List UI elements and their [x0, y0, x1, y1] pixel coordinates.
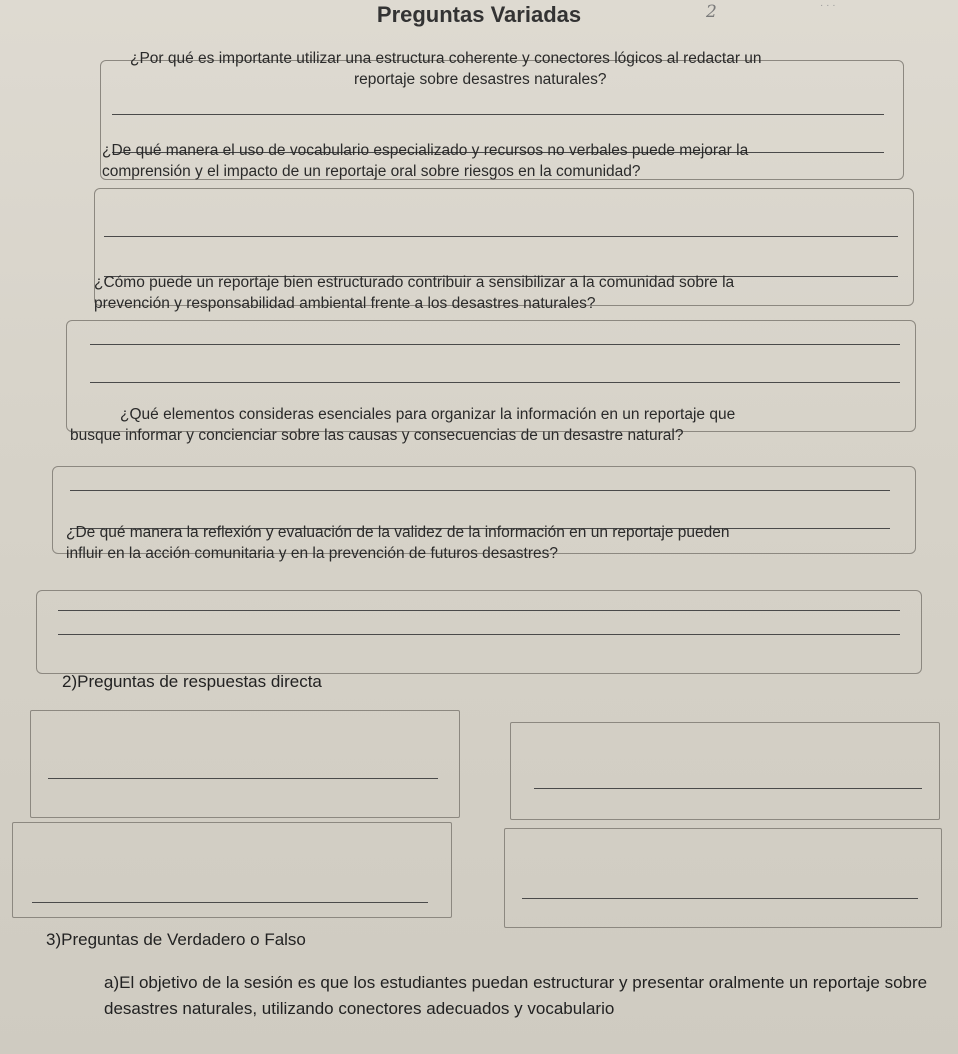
question-2-line-1: ¿De qué manera el uso de vocabulario especializado y recursos no verbales puede mejorar la: [102, 142, 749, 159]
section-2-title: 2)Preguntas de respuestas directa: [62, 672, 322, 691]
true-false-item-a: a)El objetivo de la sesión es que los estudiantes puedan estructurar y presentar oralmente un reportaje sobre desastres naturales, utilizando conectores adecuados y vocabulario: [104, 973, 928, 1018]
answer-line-3a[interactable]: [90, 344, 900, 345]
answer-line-3b[interactable]: [90, 382, 900, 383]
direct-answer-line-3[interactable]: [32, 902, 428, 903]
direct-answer-box-2[interactable]: [510, 722, 940, 820]
answer-line-2a[interactable]: [104, 236, 898, 237]
direct-answer-line-2[interactable]: [534, 788, 922, 789]
question-4-line-2: busque informar y concienciar sobre las causas y consecuencias de un desastre natural?: [70, 427, 684, 444]
corner-mark: · · ·: [820, 0, 836, 11]
direct-answer-box-3[interactable]: [12, 822, 452, 918]
direct-answer-box-4[interactable]: [504, 828, 942, 928]
question-4-line-1: ¿Qué elementos consideras esenciales para organizar la información en un reportaje que: [120, 406, 736, 423]
question-3: [94, 272, 904, 314]
answer-line-5a[interactable]: [58, 610, 900, 611]
answer-box-5[interactable]: [36, 590, 922, 674]
question-2-line-2: comprensión y el impacto de un reportaje oral sobre riesgos en la comunidad?: [102, 163, 641, 180]
question-3-line-2: prevención y responsabilidad ambiental frente a los desastres naturales?: [94, 295, 596, 312]
question-1: [130, 48, 890, 90]
section-3-title: 3)Preguntas de Verdadero o Falso: [46, 930, 306, 949]
answer-line-4a[interactable]: [70, 490, 890, 491]
direct-answer-line-4[interactable]: [522, 898, 918, 899]
question-4: [70, 404, 910, 446]
question-3-line-1: ¿Cómo puede un reportaje bien estructurado contribuir a sensibilizar a la comunidad sobre la: [94, 274, 735, 291]
page-number: 2: [706, 2, 717, 22]
question-1-line-2: reportaje sobre desastres naturales?: [354, 71, 607, 88]
answer-line-1a[interactable]: [112, 114, 884, 115]
direct-answer-box-1[interactable]: [30, 710, 460, 818]
question-5: [66, 522, 916, 564]
page-title: Preguntas Variadas: [376, 2, 582, 27]
answer-line-5b[interactable]: [58, 634, 900, 635]
question-1-line-1: ¿Por qué es importante utilizar una estructura coherente y conectores lógicos al redactar un: [130, 50, 762, 67]
direct-answer-line-1[interactable]: [48, 778, 438, 779]
question-5-line-1: ¿De qué manera la reflexión y evaluación de la validez de la información en un reportaje pueden: [66, 524, 730, 541]
question-2: [102, 140, 892, 182]
question-5-line-2: influir en la acción comunitaria y en la prevención de futuros desastres?: [66, 545, 558, 562]
